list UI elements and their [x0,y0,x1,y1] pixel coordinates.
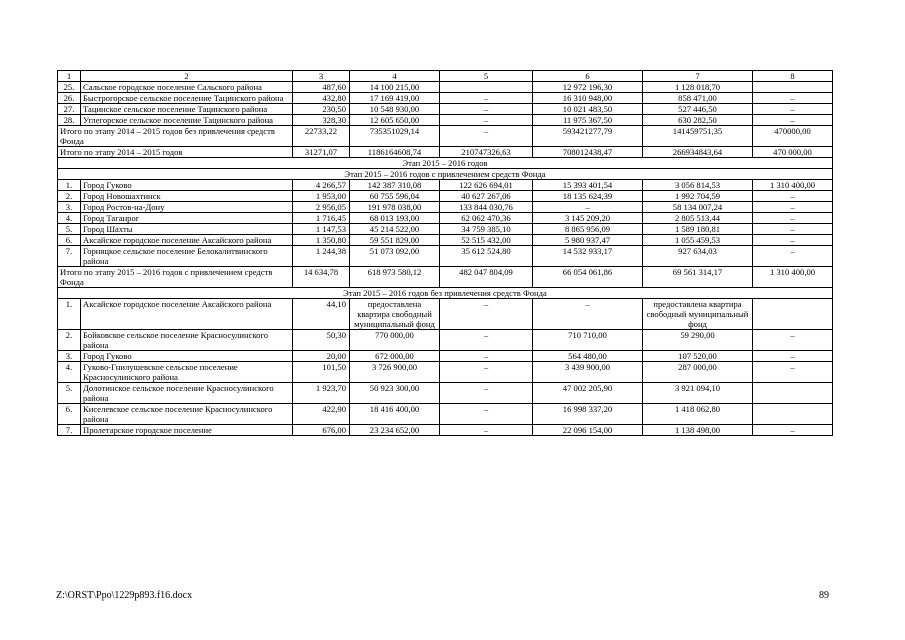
total-c6: 708012438,47 [533,147,643,158]
fund-cell: – [440,362,533,383]
row-number: 2. [58,330,81,351]
total-row [58,267,833,288]
table-row [58,82,833,93]
local-budget-cell: 858 471,00 [643,93,753,104]
table-row [58,115,833,126]
table-row [58,180,833,191]
column-number: 6 [533,71,643,82]
column-number: 1 [58,71,81,82]
total-cost-cell: 17 169 419,00 [350,93,440,104]
total-c3: 22733,22 [293,126,350,147]
regional-budget-cell: 564 480,00 [533,351,643,362]
regional-budget-cell: 8 865 956,09 [533,224,643,235]
stage-heading: Этап 2015 – 2016 годов без привлечения средств Фонда [58,288,833,299]
area-cell: 20,00 [293,351,350,362]
fund-cell: – [440,383,533,404]
total-cost-cell: 770 000,00 [350,330,440,351]
extra-funds-cell: – [753,104,833,115]
settlement-name: Гуково-Гнилушевское сельское поселение Красносулинского района [81,362,293,383]
total-c4: 618 973 580,12 [350,267,440,288]
area-cell: 4 266,57 [293,180,350,191]
local-budget-cell: 1 138 498,00 [643,425,753,436]
table-row [58,330,833,351]
total-row [58,147,833,158]
fund-cell: – [440,404,533,425]
fund-cell: – [440,425,533,436]
stage-heading: Этап 2015 – 2016 годов [58,158,833,169]
row-number: 7. [58,425,81,436]
column-number: 4 [350,71,440,82]
area-cell: 1 953,00 [293,191,350,202]
total-c4: 735351029,14 [350,126,440,147]
column-number: 5 [440,71,533,82]
fund-cell [440,82,533,93]
total-cost-cell: 12 605 650,00 [350,115,440,126]
extra-funds-cell: – [753,425,833,436]
fund-cell: – [440,351,533,362]
extra-funds-cell: – [753,246,833,267]
local-budget-cell: 927 634,03 [643,246,753,267]
fund-cell: – [440,299,533,330]
settlement-name: Долотинское сельское поселение Красносулинского района [81,383,293,404]
table-row [58,362,833,383]
area-cell: 328,30 [293,115,350,126]
total-cost-cell: 50 923 300,00 [350,383,440,404]
fund-cell: – [440,115,533,126]
extra-funds-cell: – [753,330,833,351]
extra-funds-cell: – [753,93,833,104]
settlement-name: Город Шахты [81,224,293,235]
table-row [58,425,833,436]
regional-budget-cell: 5 980 937,47 [533,235,643,246]
regional-budget-cell: 22 096 154,00 [533,425,643,436]
regional-budget-cell: 18 135 624,39 [533,191,643,202]
area-cell: 230,50 [293,104,350,115]
row-number: 26. [58,93,81,104]
fund-cell: 133 844 030,76 [440,202,533,213]
row-number: 3. [58,202,81,213]
extra-funds-cell [753,383,833,404]
regional-budget-cell: 10 021 483,50 [533,104,643,115]
extra-funds-cell [753,404,833,425]
total-cost-cell: 18 416 400,00 [350,404,440,425]
row-number: 4. [58,362,81,383]
column-number: 2 [81,71,293,82]
regional-budget-cell: – [533,202,643,213]
extra-funds-cell: – [753,213,833,224]
regional-budget-cell: 47 002 205,90 [533,383,643,404]
table-row [58,224,833,235]
total-cost-cell: 3 726 900,00 [350,362,440,383]
row-number: 3. [58,351,81,362]
total-cost-cell: 191 978 038,00 [350,202,440,213]
area-cell: 1 716,45 [293,213,350,224]
total-cost-cell: 51 073 092,00 [350,246,440,267]
total-cost-cell: 23 234 652,00 [350,425,440,436]
settlement-name: Горняцкое сельское поселение Белокалитвинского района [81,246,293,267]
table-row [58,383,833,404]
extra-funds-cell [753,299,833,330]
table-row [58,351,833,362]
fund-cell: 34 759 385,10 [440,224,533,235]
area-cell: 2 956,05 [293,202,350,213]
area-cell: 432,80 [293,93,350,104]
extra-funds-cell: – [753,191,833,202]
total-cost-cell: предоставлена квартира свободный муниципальный фонд [350,299,440,330]
total-cost-cell: 14 100 215,00 [350,82,440,93]
table-row [58,191,833,202]
total-c8: 470000,00 [753,126,833,147]
area-cell: 676,00 [293,425,350,436]
local-budget-cell: 1 055 459,53 [643,235,753,246]
stage-heading: Этап 2015 – 2016 годов с привлечением средств Фонда [58,169,833,180]
total-cost-cell: 45 214 522,00 [350,224,440,235]
total-cost-cell: 68 013 193,00 [350,213,440,224]
table-row [58,104,833,115]
total-c7: 266934843,64 [643,147,753,158]
area-cell: 1 350,80 [293,235,350,246]
settlement-name: Аксайское городское поселение Аксайского района [81,235,293,246]
regional-budget-cell: 3 439 900,00 [533,362,643,383]
stage-heading-row [58,288,833,299]
page-number: 89 [819,590,829,601]
row-number: 1. [58,299,81,330]
fund-cell: 52 515 432,00 [440,235,533,246]
column-number-header-row [58,71,833,82]
row-number: 6. [58,235,81,246]
total-cost-cell: 142 387 310,08 [350,180,440,191]
column-number: 3 [293,71,350,82]
total-c8: 470 000,00 [753,147,833,158]
extra-funds-cell: – [753,351,833,362]
table-row [58,404,833,425]
settlement-name: Город Гуково [81,351,293,362]
extra-funds-cell: – [753,362,833,383]
extra-funds-cell: – [753,202,833,213]
row-number: 1. [58,180,81,191]
local-budget-cell: 630 282,50 [643,115,753,126]
table-row [58,213,833,224]
total-cost-cell: 59 551 829,00 [350,235,440,246]
settlement-name: Город Новошахтинск [81,191,293,202]
total-cost-cell: 60 755 596,04 [350,191,440,202]
settlement-name: Аксайское городское поселение Аксайского района [81,299,293,330]
area-cell: 44,10 [293,299,350,330]
regional-budget-cell: 11 975 367,50 [533,115,643,126]
settlement-name: Углегорское сельское поселение Тацинского района [81,115,293,126]
fund-cell: – [440,330,533,351]
area-cell: 1 923,70 [293,383,350,404]
regional-budget-cell: – [533,299,643,330]
regional-budget-cell: 710 710,00 [533,330,643,351]
settlement-name: Город Ростов-на-Дону [81,202,293,213]
data-table [57,70,833,436]
regional-budget-cell: 15 393 401,54 [533,180,643,191]
area-cell: 422,90 [293,404,350,425]
extra-funds-cell: – [753,115,833,126]
local-budget-cell: 58 134 007,24 [643,202,753,213]
table-row [58,202,833,213]
fund-cell: – [440,93,533,104]
extra-funds-cell: 1 310 400,00 [753,180,833,191]
total-cost-cell: 672 000,00 [350,351,440,362]
total-c5: 482 047 804,09 [440,267,533,288]
local-budget-cell: предоставлена квартира свободный муниципальный фонд [643,299,753,330]
local-budget-cell: 527 446,50 [643,104,753,115]
row-number: 5. [58,224,81,235]
total-c5: 210747326,63 [440,147,533,158]
area-cell: 101,50 [293,362,350,383]
local-budget-cell: 1 418 062,80 [643,404,753,425]
total-c7: 141459751,35 [643,126,753,147]
local-budget-cell: 1 589 180,81 [643,224,753,235]
total-c3: 14 634,78 [293,267,350,288]
table-row [58,246,833,267]
row-number: 25. [58,82,81,93]
regional-budget-cell: 16 998 337,20 [533,404,643,425]
area-cell: 1 244,38 [293,246,350,267]
fund-cell: 35 612 524,80 [440,246,533,267]
fund-cell: – [440,104,533,115]
row-number: 5. [58,383,81,404]
settlement-name: Киселевское сельское поселение Красносулинского района [81,404,293,425]
column-number: 8 [753,71,833,82]
row-number: 7. [58,246,81,267]
row-number: 4. [58,213,81,224]
fund-cell: 62 062 470,36 [440,213,533,224]
total-label: Итого по этапу 2014 – 2015 годов без привлечения средств Фонда [58,126,293,147]
local-budget-cell: 1 992 704,59 [643,191,753,202]
extra-funds-cell: – [753,235,833,246]
area-cell: 487,60 [293,82,350,93]
local-budget-cell: 107 520,00 [643,351,753,362]
local-budget-cell: 287 000,00 [643,362,753,383]
local-budget-cell: 1 128 018,70 [643,82,753,93]
total-label: Итого по этапу 2014 – 2015 годов [58,147,293,158]
total-c6: 66 054 061,86 [533,267,643,288]
row-number: 6. [58,404,81,425]
row-number: 28. [58,115,81,126]
total-cost-cell: 10 548 930,00 [350,104,440,115]
local-budget-cell: 3 056 814,53 [643,180,753,191]
total-label: Итого по этапу 2015 – 2016 годов с привлечением средств Фонда [58,267,293,288]
table-row [58,299,833,330]
regional-budget-cell: 12 972 196,30 [533,82,643,93]
stage-heading-row [58,169,833,180]
area-cell: 50,30 [293,330,350,351]
table-row [58,235,833,246]
settlement-name: Бойковское сельское поселение Красносулинского района [81,330,293,351]
extra-funds-cell: – [753,224,833,235]
total-c5: – [440,126,533,147]
file-path: Z:\ORST\Ppo\1229p893.f16.docx [56,590,193,601]
local-budget-cell: 3 921 094,10 [643,383,753,404]
settlement-name: Пролетарское городское поселение [81,425,293,436]
settlement-name: Город Гуково [81,180,293,191]
regional-budget-cell: 16 310 948,00 [533,93,643,104]
settlement-name: Город Таганрог [81,213,293,224]
total-c3: 31271,07 [293,147,350,158]
total-c7: 69 561 314,17 [643,267,753,288]
settlement-name: Быстрогорское сельское поселение Тацинского района [81,93,293,104]
regional-budget-cell: 3 145 209,20 [533,213,643,224]
column-number: 7 [643,71,753,82]
local-budget-cell: 2 805 513,44 [643,213,753,224]
total-c8: 1 310 400,00 [753,267,833,288]
total-row [58,126,833,147]
settlement-name: Сальское городское поселение Сальского района [81,82,293,93]
extra-funds-cell [753,82,833,93]
total-c4: 1186164608,74 [350,147,440,158]
local-budget-cell: 59 290,00 [643,330,753,351]
regional-budget-cell: 14 532 933,17 [533,246,643,267]
row-number: 2. [58,191,81,202]
fund-cell: 40 627 267,06 [440,191,533,202]
table-row [58,93,833,104]
total-c6: 593421277,79 [533,126,643,147]
row-number: 27. [58,104,81,115]
area-cell: 1 147,53 [293,224,350,235]
fund-cell: 122 626 694,01 [440,180,533,191]
stage-heading-row [58,158,833,169]
settlement-name: Тацинское сельское поселение Тацинского района [81,104,293,115]
